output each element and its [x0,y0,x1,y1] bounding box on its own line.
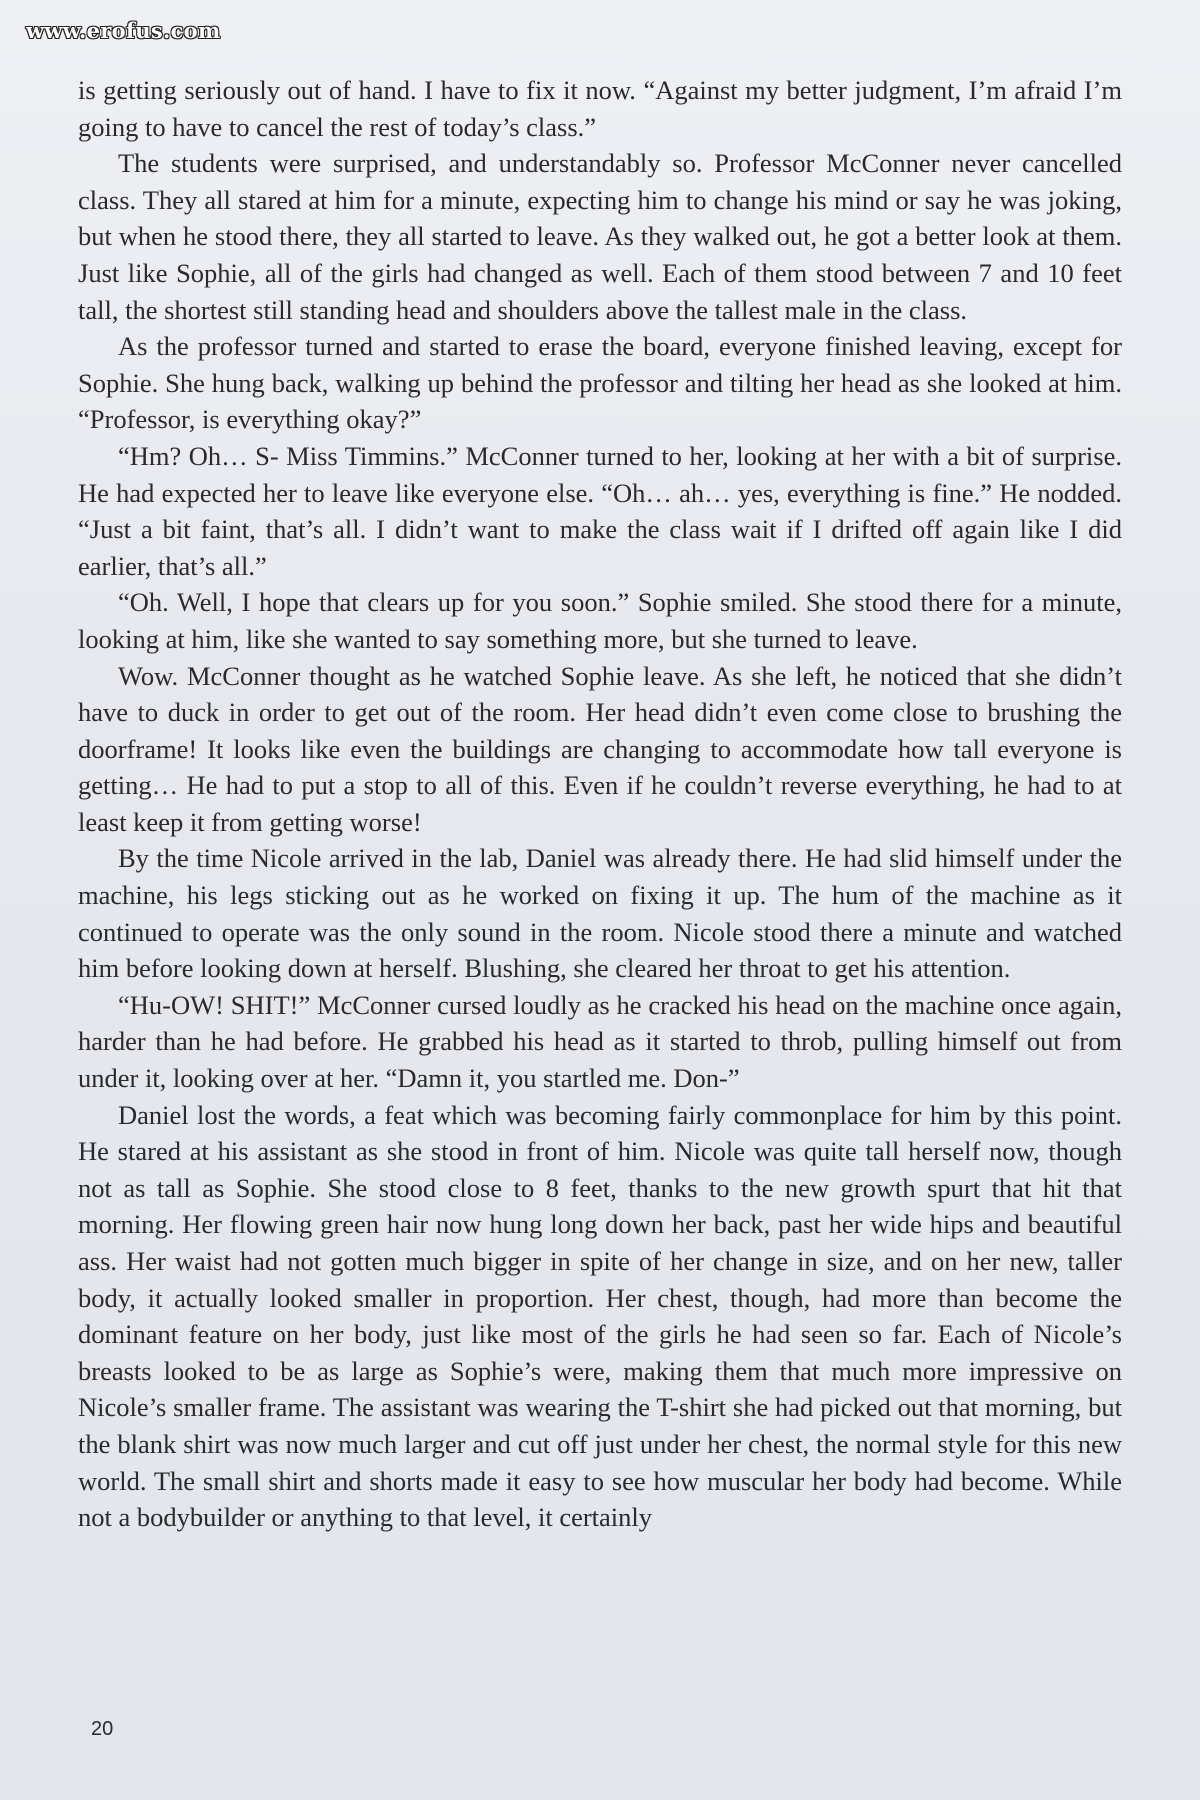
paragraph-7: By the time Nicole arrived in the lab, Daniel was already there. He had slid himself under the machine, his legs sticking out as he worked on fixing it up. The hum of the machine as it continued to operate was the only sound in the room. Nicole stood there a minute and watched him before looking down at herself. Blushing, she cleared her throat to get his attention. [78,843,1122,984]
paragraph-3: As the professor turned and started to erase the board, everyone finished leaving, except for Sophie. She hung back, walking up behind the professor and tilting her head as she looked at him. “Professor, is everything okay?” [78,331,1122,435]
paragraph-8: “Hu-OW! SHIT!” McConner cursed loudly as he cracked his head on the machine once again, harder than he had before. He grabbed his head as it started to throb, pulling himself out from under it, looking over at her. “Damn it, you startled me. Don-” [78,989,1122,1094]
paragraph-1: is getting seriously out of hand. I have to fix it now. “Against my better judgment, I’m afraid I’m going to have to cancel the rest of today’s class.” [78,75,1122,142]
paragraph-4: “Hm? Oh… S- Miss Timmins.” McConner turned to her, looking at her with a bit of surprise. He had expected her to leave like everyone else. “Oh… ah… yes, everything is fine.” He nodded. “Just a bit faint, that’s all. I didn’t want to make the class wait if I drifted off again like I did earlier, that’s all.” [78,440,1122,581]
watermark: www.erofus.com [26,18,221,43]
paragraph-2: The students were surprised, and understandably so. Professor McConner never cancelled class. They all stared at him for a minute, expecting him to change his mind or say he was joking, but when he stood there, they all started to leave. As they walked out, he got a better look at them. Just like Sophie, all of the girls had changed as well. Each of them stood between 7 and 10 feet tall, the shortest still standing head and shoulders above the tallest male in the class. [78,148,1122,325]
page-number: 20 [91,1718,114,1740]
paragraph-6: Wow. McConner thought as he watched Sophie leave. As she left, he noticed that she didn’t have to duck in order to get out of the room. Her head didn’t even come close to brushing the doorframe! It looks like even the buildings are changing to accommodate how tall everyone is getting… He had to put a stop to all of this. Even if he couldn’t reverse everything, he had to at least keep it from getting worse! [78,660,1122,837]
paragraph-9: Daniel lost the words, a feat which was becoming fairly commonplace for him by this point. He stared at his assistant as she stood in front of him. Nicole was quite tall herself now, though not as tall as Sophie. She stood close to 8 feet, thanks to the new growth spurt that hit that morning. Her flowing green hair now hung long down her back, past her wide hips and beautiful ass. Her waist had not gotten much bigger in spite of her change in size, and on her new, taller body, it actually looked smaller in proportion. Her chest, though, had more than become the dominant feature on her body, just like most of the girls he had seen so far. Each of Nicole’s breasts looked to be as large as Sophie’s were, making them that much more impressive on Nicole’s smaller frame. The assistant was wearing the T-shirt she had picked out that morning, but the blank shirt was now much larger and cut off just under her chest, the normal style for this new world. The small shirt and shorts made it easy to see how muscular her body had become. While not a bodybuilder or anything to that level, it certainly [78,1099,1122,1533]
body-text [78,72,1122,1536]
paragraph-5: “Oh. Well, I hope that clears up for you soon.” Sophie smiled. She stood there for a minute, looking at him, like she wanted to say something more, but she turned to leave. [78,587,1122,654]
